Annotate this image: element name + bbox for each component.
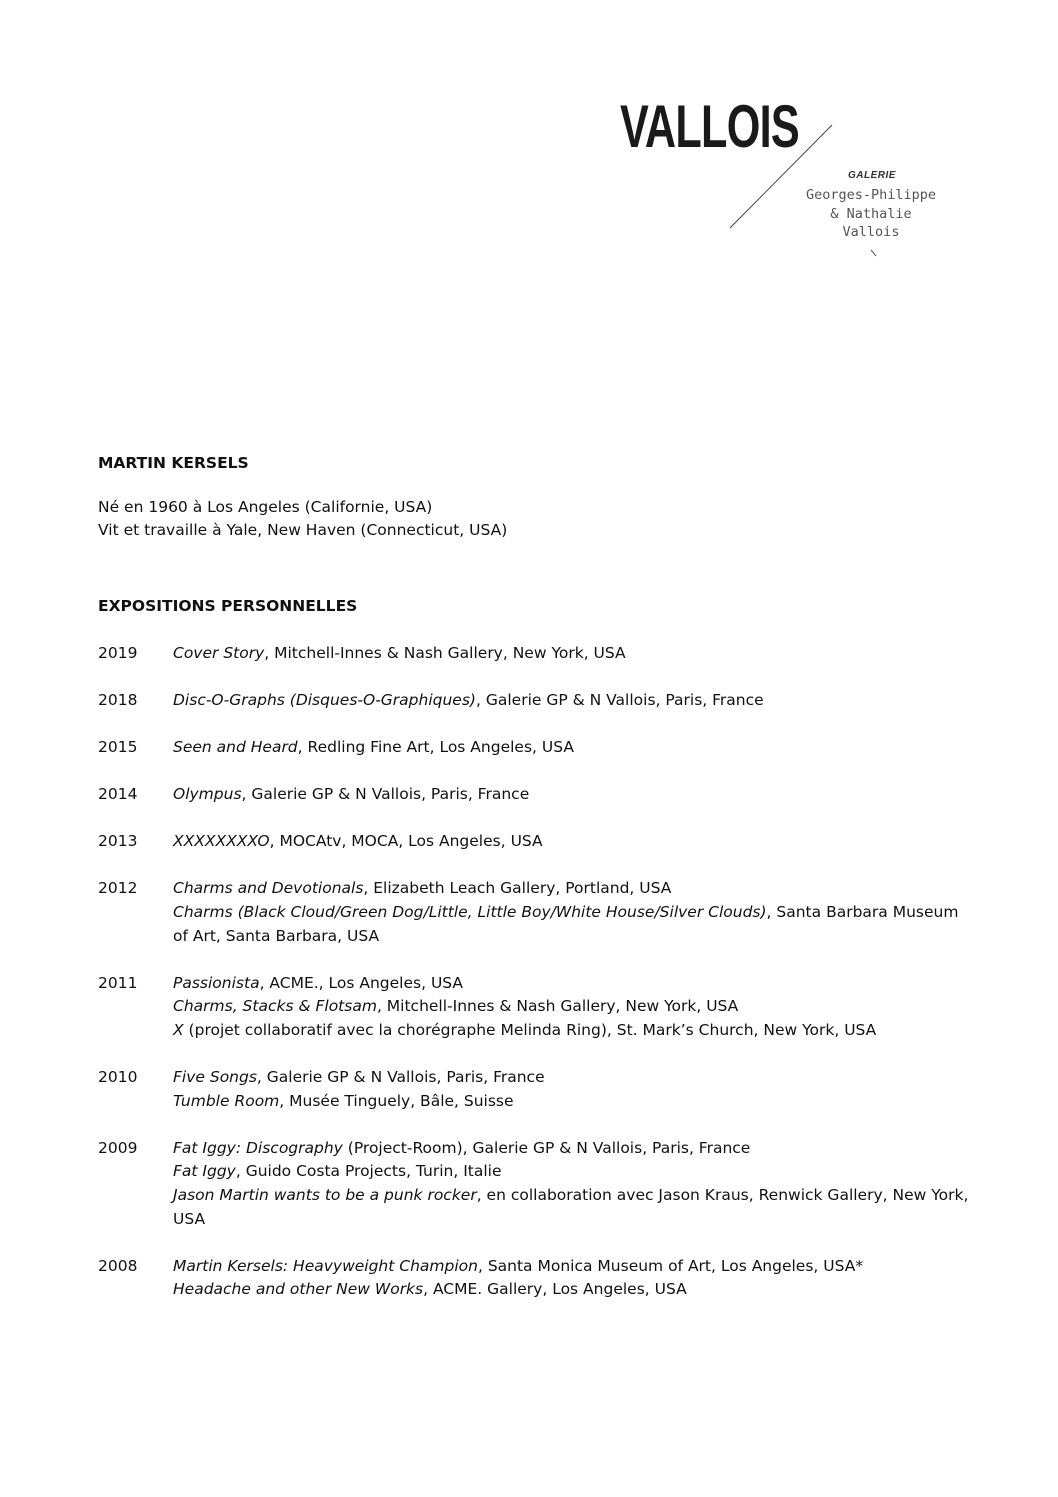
logo-owner-names	[796, 186, 946, 242]
exhibition-year: 2015	[98, 738, 138, 757]
section-title: EXPOSITIONS PERSONNELLES	[98, 597, 358, 615]
exhibition-venue: , ACME., Los Angeles, USA	[259, 973, 464, 992]
exhibition-items	[173, 783, 978, 807]
exhibition-title: Charms, Stacks & Flotsam	[173, 997, 377, 1016]
exhibition-list	[98, 642, 978, 1302]
logo-line-2: & Nathalie	[830, 205, 912, 222]
exhibition-item	[173, 877, 978, 901]
exhibition-venue: , Galerie GP & N Vallois, Paris, France	[241, 785, 530, 804]
logo-name: VALLOIS	[620, 93, 799, 160]
exhibition-item	[173, 972, 978, 996]
exhibition-year: 2012	[98, 879, 138, 898]
exhibition-year: 2019	[98, 644, 138, 662]
logo-line-1: Georges-Philippe	[805, 187, 937, 203]
artist-name: MARTIN KERSELS	[98, 454, 249, 472]
exhibition-year-group	[98, 877, 978, 948]
exhibition-items	[173, 972, 978, 1043]
exhibition-year: 2018	[98, 691, 138, 710]
exhibition-year-group	[98, 736, 978, 760]
exhibition-year: 2009	[98, 1138, 138, 1157]
exhibition-title: Martin Kersels: Heavyweight Champion	[173, 1256, 478, 1275]
exhibition-title: Headache and other New Works	[173, 1280, 424, 1299]
exhibition-year: 2008	[98, 1256, 138, 1275]
exhibition-year: 2013	[98, 832, 138, 851]
exhibition-venue: , Galerie GP & N Vallois, Paris, France	[475, 691, 764, 710]
bio-lives: Vit et travaille à Yale, New Haven (Connecticut, USA)	[98, 521, 508, 539]
exhibition-title: Cover Story	[173, 644, 265, 662]
exhibition-item	[173, 1255, 978, 1279]
exhibition-item	[173, 1066, 978, 1090]
exhibition-venue: , ACME. Gallery, Los Angeles, USA	[423, 1280, 687, 1299]
exhibition-title: Fat Iggy: Discography	[173, 1138, 343, 1157]
exhibition-item	[173, 901, 978, 948]
exhibition-items	[173, 1137, 978, 1231]
exhibition-title: Tumble Room	[173, 1091, 280, 1110]
exhibition-venue: , Mitchell-Innes & Nash Gallery, New York, USA	[264, 644, 626, 662]
logo-line-3: Vallois	[842, 224, 900, 240]
exhibition-item	[173, 1137, 978, 1161]
exhibition-item	[173, 1090, 978, 1114]
exhibition-venue: , Guido Costa Projects, Turin, Italie	[235, 1162, 502, 1181]
exhibition-year-group	[98, 1255, 978, 1302]
exhibition-items	[173, 642, 978, 666]
exhibition-items	[173, 1255, 978, 1302]
exhibition-year-group	[98, 830, 978, 854]
exhibition-item	[173, 689, 978, 713]
exhibition-year: 2011	[98, 973, 138, 992]
exhibition-year-group	[98, 1066, 978, 1113]
exhibition-title: Disc-O-Graphs (Disques-O-Graphiques)	[173, 691, 476, 710]
gallery-logo	[600, 92, 980, 272]
exhibition-year: 2014	[98, 785, 138, 804]
exhibition-title: X	[173, 1020, 184, 1039]
bio-born: Né en 1960 à Los Angeles (Californie, USA)	[98, 498, 433, 516]
exhibition-title: Seen and Heard	[173, 738, 298, 757]
exhibition-items	[173, 736, 978, 760]
exhibition-venue: (Project-Room), Galerie GP & N Vallois, Paris, France	[342, 1138, 751, 1157]
exhibition-item	[173, 642, 978, 666]
exhibition-title: Fat Iggy	[173, 1162, 236, 1181]
exhibition-item	[173, 1278, 978, 1302]
exhibition-venue: , en collaboration avec Jason Kraus, Renwick Gallery, New York, USA	[173, 1185, 969, 1228]
artist-bio	[98, 496, 978, 542]
exhibition-item	[173, 1184, 978, 1231]
exhibition-venue: , Elizabeth Leach Gallery, Portland, USA	[363, 879, 672, 898]
exhibition-year-group	[98, 972, 978, 1043]
exhibition-title: Olympus	[173, 785, 242, 804]
exhibition-venue: , Mitchell-Innes & Nash Gallery, New York, USA	[376, 997, 739, 1016]
exhibition-item	[173, 995, 978, 1019]
exhibition-venue: , Santa Barbara Museum of Art, Santa Barbara, USA	[173, 903, 959, 945]
exhibition-title: Charms and Devotionals	[173, 879, 364, 898]
exhibition-year-group	[98, 689, 978, 713]
exhibition-venue: , Galerie GP & N Vallois, Paris, France	[256, 1068, 545, 1087]
exhibition-venue: , MOCAtv, MOCA, Los Angeles, USA	[269, 832, 543, 851]
exhibition-items	[173, 1066, 978, 1113]
exhibition-item	[173, 1160, 978, 1184]
cv-content	[98, 452, 978, 1325]
exhibition-title: XXXXXXXXO	[173, 832, 270, 851]
exhibition-items	[173, 877, 978, 948]
exhibition-items	[173, 689, 978, 713]
exhibition-title: Passionista	[173, 973, 260, 992]
exhibition-venue: (projet collaboratif avec la chorégraphe Melinda Ring), St. Mark’s Church, New York, USA	[183, 1020, 877, 1039]
exhibition-year-group	[98, 642, 978, 666]
exhibition-item	[173, 830, 978, 854]
exhibition-venue: , Santa Monica Museum of Art, Los Angeles, USA*	[477, 1256, 864, 1275]
exhibition-items	[173, 830, 978, 854]
exhibition-item	[173, 1019, 978, 1043]
exhibition-year: 2010	[98, 1068, 138, 1087]
exhibition-item	[173, 736, 978, 760]
exhibition-year-group	[98, 783, 978, 807]
logo-galerie-label: GALERIE	[848, 170, 896, 181]
exhibition-title: Five Songs	[173, 1068, 257, 1087]
exhibition-title: Jason Martin wants to be a punk rocker	[173, 1185, 477, 1204]
exhibition-year-group	[98, 1137, 978, 1231]
exhibition-venue: , Redling Fine Art, Los Angeles, USA	[297, 738, 574, 757]
exhibition-venue: , Musée Tinguely, Bâle, Suisse	[279, 1091, 514, 1110]
exhibition-item	[173, 783, 978, 807]
exhibition-title: Charms (Black Cloud/Green Dog/Little, Little Boy/White House/Silver Clouds)	[173, 903, 767, 922]
